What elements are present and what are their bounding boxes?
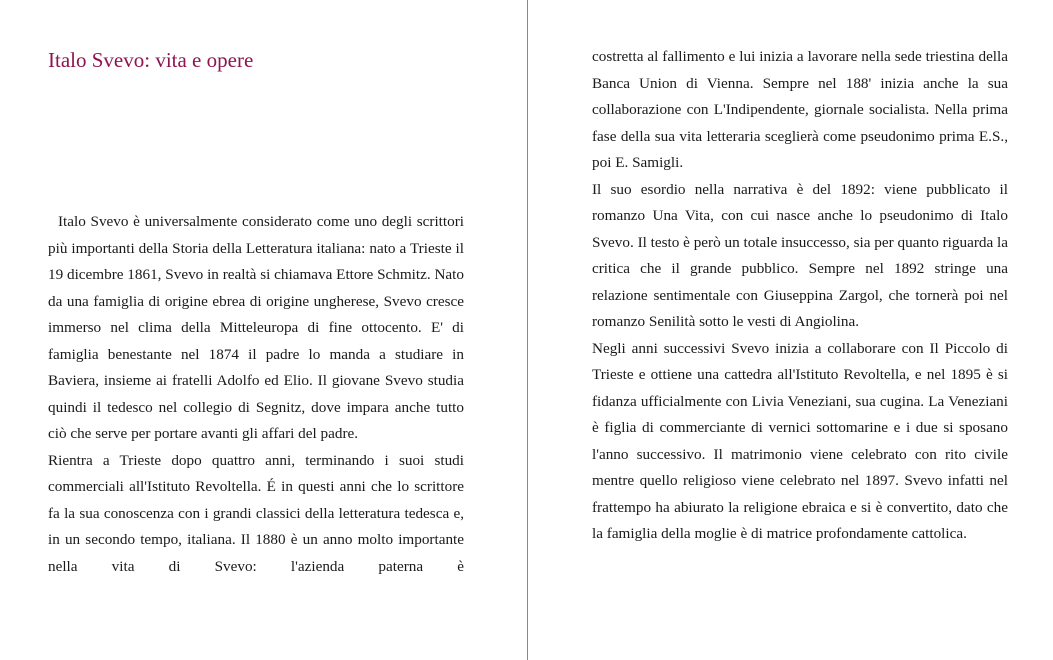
paragraph: Negli anni successivi Svevo inizia a collaborare con Il Piccolo di Trieste e ottiene una cattedra all'Istituto Revoltella, e nel 1895 è si fidanza ufficialmente con Livia Veneziani, sua cugina. La Veneziani è figlia di commerciante di vernici sottomarine e i due si sposano l'anno successivo. Il matrimonio viene celebrato con rito civile mentre quello religioso viene celebrato nel 1897. Svevo infatti nel frattempo ha abiurato la religione ebraica e si è convertito, dato che la famiglia della moglie è di matrice profondamente cattolica.	[592, 339, 1008, 542]
paragraph: Il suo esordio nella narrativa è del 1892: viene pubblicato il romanzo Una Vita, con cui nasce anche lo pseudonimo di Italo Svevo. Il testo è però un totale insuccesso, sia per quanto riguarda la critica che il grande pubblico. Sempre nel 1892 stringe una relazione sentimentale con Giuseppina Zargol, che tornerà poi nel romanzo Senilità sotto le vesti di Angiolina.	[592, 180, 1008, 330]
right-page	[528, 0, 1053, 660]
paragraph: Italo Svevo è universalmente considerato come uno degli scrittori più importanti della Storia della Letteratura italiana: nato a Trieste il 19 dicembre 1861, Svevo in realtà si chiamava Ettore Schmitz. Nato da una famiglia di origine ebrea di origine ungherese, Svevo cresce immerso nel clima della Mitteleuropa di fine ottocento. E' di famiglia benestante nel 1874 il padre lo manda a studiare in Baviera, insieme ai fratelli Adolfo ed Elio. Il giovane Svevo studia quindi il tedesco nel collegio di Segnitz, dove impara anche tutto ciò che serve per portare avanti gli affari del padre.	[48, 213, 464, 442]
document-title: Italo Svevo: vita e opere	[48, 48, 254, 72]
left-text-column	[48, 209, 464, 580]
paragraph: costretta al fallimento e lui inizia a lavorare nella sede triestina della Banca Union di Vienna. Sempre nel 188' inizia anche la sua collaborazione con L'Indipendente, giornale socialista. Nella prima fase della sua vita letteraria sceglierà come pseudonimo prima E.S., poi E. Samigli.	[592, 48, 1008, 171]
right-text-column	[592, 44, 1008, 548]
paragraph: Rientra a Trieste dopo quattro anni, terminando i suoi studi commerciali all'Istituto Revoltella. É in questi anni che lo scrittore fa la sua conoscenza con i grandi classici della letteratura tedesca e, in un secondo tempo, italiana. Il 1880 è un anno molto importante nella vita di Svevo: l'azienda paterna è	[48, 451, 464, 575]
